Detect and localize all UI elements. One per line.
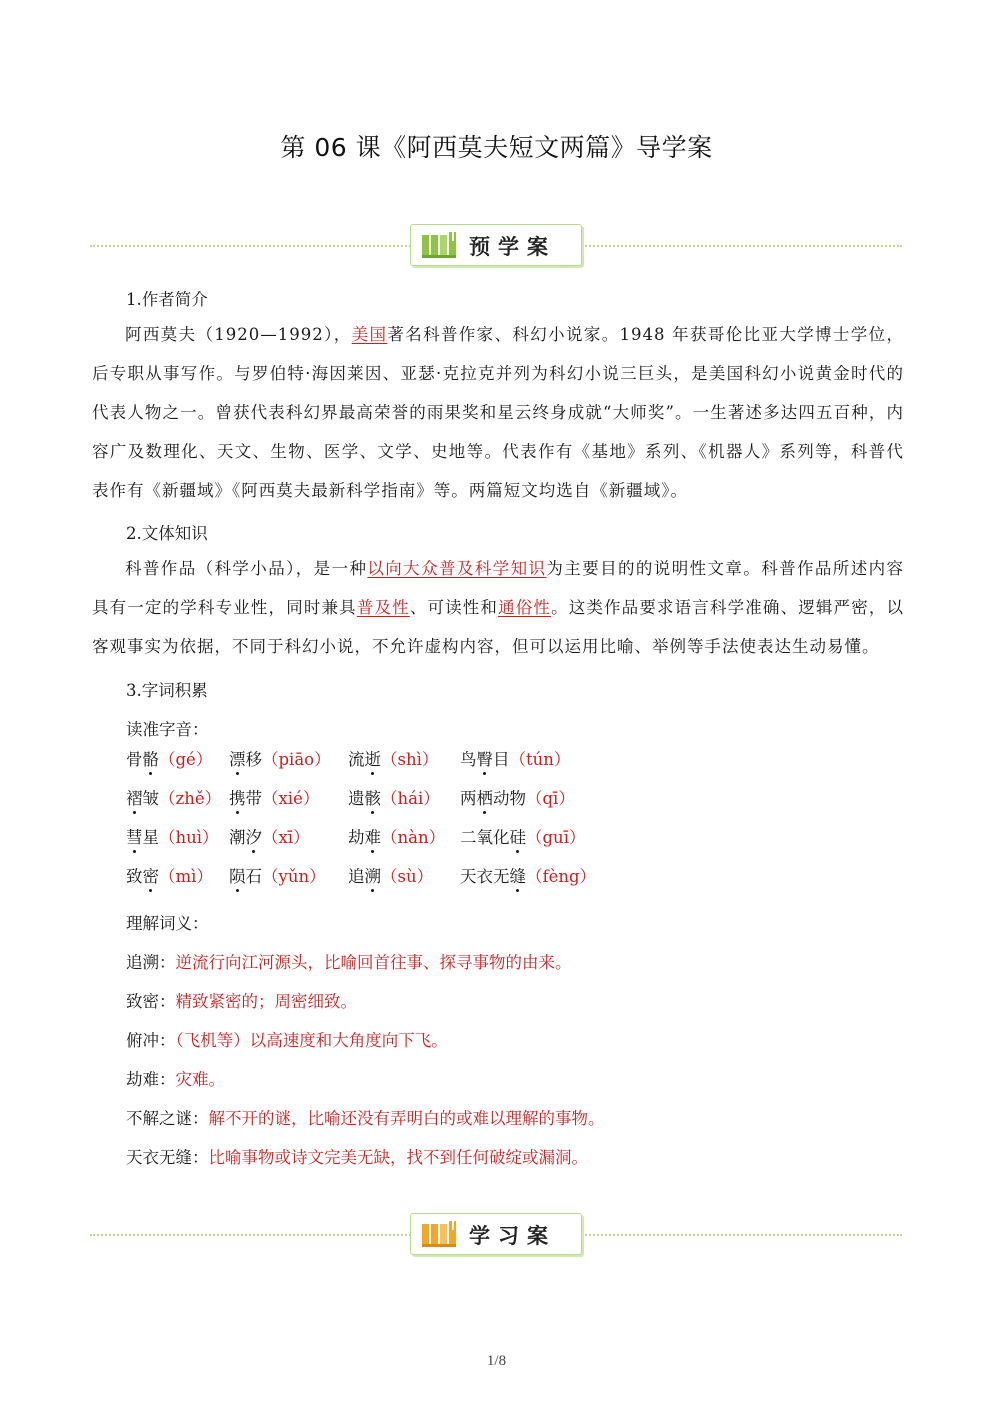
word-part: 动物 (493, 789, 526, 808)
stressed-char: 褶 (126, 785, 143, 809)
pinyin: （shì） (381, 750, 439, 769)
stressed-char: 逝 (365, 746, 382, 770)
stressed-char: 硅 (510, 824, 527, 848)
pronunciation-item (126, 746, 212, 770)
text-run: 为主要目的的说明性文章。科普作品所述内容具有一定的学科专业性，同时兼具 (92, 559, 905, 617)
stressed-char: 臀 (477, 746, 494, 770)
definition-item (126, 1144, 588, 1168)
stressed-char: 难 (365, 824, 382, 848)
pinyin: （hái） (381, 789, 440, 808)
pinyin: （fèng） (526, 867, 597, 886)
stressed-char: 栖 (477, 785, 494, 809)
definition-item (126, 988, 357, 1012)
pinyin: （qī） (526, 789, 575, 808)
pinyin: （xié） (262, 789, 320, 808)
pinyin: （xī） (262, 828, 310, 847)
pronunciation-item (229, 785, 319, 809)
stressed-char: 骸 (365, 785, 382, 809)
definition-text: 逆流行向江河源头，比喻回首往事、探寻事物的由来。 (175, 953, 572, 972)
definition-item (126, 1066, 225, 1090)
definition-item (126, 1027, 448, 1051)
word-part: 目 (493, 750, 510, 769)
word-part: 潮 (229, 828, 246, 847)
pronunciation-item (460, 863, 596, 887)
word-part: 二氧化 (460, 828, 510, 847)
definition-text: 精致紧密的；周密细致。 (175, 992, 357, 1011)
section-heading-vocab: 3.字词积累 (126, 681, 208, 700)
word-part: 移 (245, 750, 262, 769)
word-part: 带 (245, 789, 262, 808)
pinyin: （gé） (159, 750, 213, 769)
section-heading-author: 1.作者简介 (126, 290, 208, 309)
text-run: 。这类作品要求语言科学准确、逻辑严密，以客观事实为依据，不同于科幻小说，不允许虚构内容，但可以运用比喻、举例等手法使表达生动易懂。 (92, 598, 905, 656)
definition-term: 俯冲： (126, 1031, 176, 1050)
book-icon (421, 1220, 459, 1248)
pronunciation-item (348, 785, 440, 809)
definition-item (126, 949, 572, 973)
stressed-char: 密 (143, 863, 160, 887)
word-part: 天衣无 (460, 867, 510, 886)
text-run: 、可读性和 (409, 598, 499, 617)
pinyin: （yǔn） (262, 867, 326, 886)
pinyin: （zhě） (159, 789, 222, 808)
stressed-char: 骼 (143, 746, 160, 770)
pronunciation-item (348, 824, 445, 848)
stressed-char: 彗 (126, 824, 143, 848)
highlight-accessibility: 通俗性 (498, 598, 552, 617)
word-part: 流 (348, 750, 365, 769)
pinyin: （mì） (159, 867, 213, 886)
word-part: 骨 (126, 750, 143, 769)
definition-term: 追溯： (126, 953, 176, 972)
read-label: 读准字音： (126, 720, 209, 739)
banner-box (410, 1213, 582, 1255)
pronunciation-item (126, 785, 221, 809)
pronunciation-item (348, 746, 438, 770)
page-title: 第 06 课《阿西莫夫短文两篇》导学案 (280, 133, 713, 162)
word-part: 鸟 (460, 750, 477, 769)
genre-paragraph (92, 549, 904, 666)
meaning-label: 理解词义： (126, 914, 209, 933)
prelearn-banner (90, 224, 902, 268)
pinyin: （guī） (526, 828, 586, 847)
stressed-char: 汐 (246, 824, 263, 848)
definition-text: 比喻事物或诗文完美无缺，找不到任何破绽或漏洞。 (208, 1148, 588, 1167)
pinyin: （huì） (159, 828, 219, 847)
definition-term: 致密： (126, 992, 176, 1011)
page-number: 1/8 (486, 1353, 507, 1369)
word-part: 皱 (142, 789, 159, 808)
definition-term: 不解之谜： (126, 1109, 209, 1128)
word-part: 致 (126, 867, 143, 886)
stressed-char: 缝 (510, 863, 527, 887)
definition-text: 灾难。 (175, 1070, 225, 1089)
word-part: 石 (245, 867, 262, 886)
pronunciation-item (229, 824, 310, 848)
word-part: 劫 (348, 828, 365, 847)
pronunciation-item (229, 746, 331, 770)
pinyin: （nàn） (381, 828, 446, 847)
section-heading-genre: 2.文体知识 (126, 524, 208, 543)
author-paragraph (92, 315, 904, 510)
text-run: 科普作品（科学小品），是一种 (125, 559, 368, 578)
pronunciation-item (126, 863, 213, 887)
text-run: 著名科普作家、科幻小说家。1948 年获哥伦比亚大学博士学位，后专职从事写作。与罗伯特·海因莱因、亚瑟·克拉克并列为科幻小说三巨头，是美国科幻小说黄金时代的代表人物之一。曾获代表科幻界最高荣誉的雨果奖和星云终身成就“大师奖”。一生著述多达四五百种，内容广及数理化、天文、生物、医学、文学、史地等。代表作有《基地》系列、《机器人》系列等，科普代表作有《新疆域》《阿西莫夫最新科学指南》等。两篇短文均选自《新疆域》。 (92, 325, 904, 500)
definition-text: （飞机等）以高速度和大角度向下飞。 (175, 1031, 448, 1050)
pronunciation-item (460, 824, 585, 848)
pinyin: （tún） (509, 750, 571, 769)
highlight-popularity: 普及性 (356, 598, 410, 617)
pronunciation-item (460, 785, 575, 809)
pronunciation-item (126, 824, 219, 848)
book-icon (421, 231, 459, 259)
highlight-purpose: 以向大众普及科学知识 (367, 559, 547, 578)
stressed-char: 陨 (229, 863, 246, 887)
text-run: 阿西莫夫（1920—1992）， (125, 325, 352, 344)
definition-term: 天衣无缝： (126, 1148, 209, 1167)
pinyin: （sù） (381, 867, 434, 886)
pronunciation-item (460, 746, 570, 770)
banner-box (410, 224, 582, 266)
pronunciation-item (348, 863, 433, 887)
definition-term: 劫难： (126, 1070, 176, 1089)
pinyin: （piāo） (262, 750, 331, 769)
banner-label: 预学案 (469, 235, 556, 259)
word-part: 星 (142, 828, 159, 847)
definition-text: 解不开的谜，比喻还没有弄明白的或难以理解的事物。 (208, 1109, 605, 1128)
pronunciation-item (229, 863, 326, 887)
banner-label: 学习案 (469, 1224, 556, 1248)
word-part: 两 (460, 789, 477, 808)
stressed-char: 携 (229, 785, 246, 809)
stressed-char: 溯 (365, 863, 382, 887)
stressed-char: 漂 (229, 746, 246, 770)
learn-banner (90, 1213, 902, 1257)
highlight-america: 美国 (351, 325, 388, 344)
word-part: 追 (348, 867, 365, 886)
definition-item (126, 1105, 605, 1129)
word-part: 遗 (348, 789, 365, 808)
